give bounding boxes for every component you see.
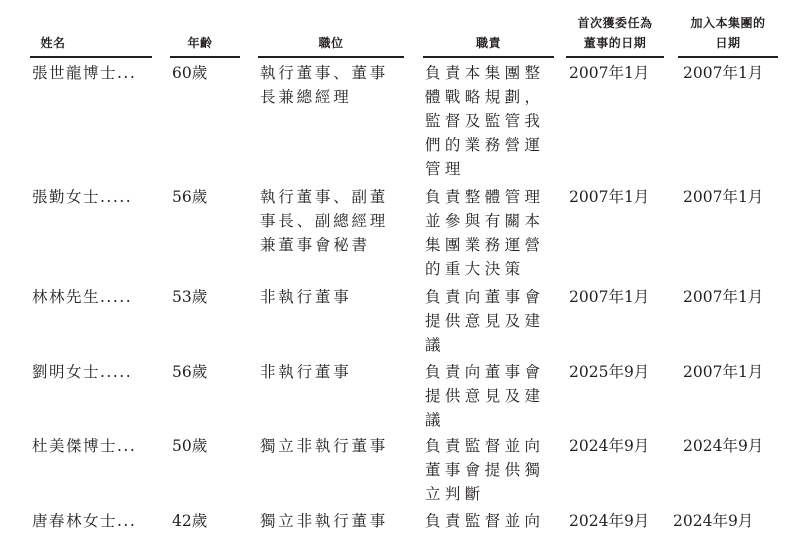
header-rule-name xyxy=(30,56,152,58)
row-1-name: 張世龍博士... xyxy=(32,64,137,82)
row-2-duty xyxy=(425,185,544,281)
row-3-duty-line-3: 議 xyxy=(425,336,445,354)
header-rule-appointed xyxy=(566,56,664,58)
row-5-age: 50歲 xyxy=(172,437,208,455)
row-5-duty-line-1: 負責監督並向 xyxy=(425,437,545,455)
row-1-duty-line-2: 體戰略規劃， xyxy=(425,88,545,106)
row-4-duty xyxy=(425,360,544,432)
row-2-duty-line-2: 並參與有關本 xyxy=(425,212,545,230)
row-4-duty-line-3: 議 xyxy=(425,411,445,429)
row-3-age: 53歲 xyxy=(172,288,208,306)
row-5-name: 杜美傑博士... xyxy=(32,437,137,455)
row-3-appointed: 2007年1月 xyxy=(569,288,650,306)
row-5-position-line-1: 獨立非執行董事 xyxy=(260,437,389,455)
row-4-joined: 2007年1月 xyxy=(683,363,764,381)
row-1-duty-line-5: 管理 xyxy=(425,160,465,178)
row-3-position-line-1: 非執行董事 xyxy=(260,288,352,306)
row-6-appointed: 2024年9月 xyxy=(569,512,650,530)
row-1-position-line-2: 長兼總經理 xyxy=(260,88,352,106)
row-5-duty-line-3: 立判斷 xyxy=(425,485,485,503)
row-4-age: 56歲 xyxy=(172,363,208,381)
header-rule-position xyxy=(258,56,404,58)
row-3-duty-line-1: 負責向董事會 xyxy=(425,288,545,306)
row-6-name: 唐春林女士... xyxy=(32,512,137,530)
row-4-appointed: 2025年9月 xyxy=(569,363,650,381)
row-1-duty-line-4: 們的業務營運 xyxy=(425,136,545,154)
row-1-appointed: 2007年1月 xyxy=(569,64,650,82)
row-5-duty-line-2: 董事會提供獨 xyxy=(425,461,545,479)
header-joined-line-1: 加入本集團的 xyxy=(690,16,766,30)
row-2-position-line-3: 兼董事會秘書 xyxy=(260,236,370,254)
row-2-name: 張勤女士..... xyxy=(32,188,133,206)
row-6-duty xyxy=(425,509,544,533)
row-1-position-line-1: 執行董事、董事 xyxy=(260,64,389,82)
header-rule-age xyxy=(170,56,240,58)
row-4-duty-line-1: 負責向董事會 xyxy=(425,363,545,381)
row-1-duty-line-1: 負責本集團整 xyxy=(425,64,545,82)
row-1-position xyxy=(260,61,388,109)
row-2-position-line-2: 事長、副總經理 xyxy=(260,212,389,230)
row-5-appointed: 2024年9月 xyxy=(569,437,650,455)
row-6-position-line-1: 獨立非執行董事 xyxy=(260,512,389,530)
header-name: 姓名 xyxy=(40,36,66,50)
row-6-duty-line-1: 負責監督並向 xyxy=(425,512,545,530)
row-5-joined: 2024年9月 xyxy=(683,437,764,455)
row-3-name: 林林先生..... xyxy=(32,288,133,306)
row-2-appointed: 2007年1月 xyxy=(569,188,650,206)
header-rule-duty xyxy=(423,56,554,58)
header-joined xyxy=(678,13,778,53)
row-1-duty xyxy=(425,61,544,181)
row-3-duty-line-2: 提供意見及建 xyxy=(425,312,545,330)
row-5-position xyxy=(260,434,388,458)
row-5-duty xyxy=(425,434,544,506)
row-2-joined: 2007年1月 xyxy=(683,188,764,206)
row-2-duty-line-1: 負責整體管理 xyxy=(425,188,545,206)
row-2-age: 56歲 xyxy=(172,188,208,206)
row-4-duty-line-2: 提供意見及建 xyxy=(425,387,545,405)
row-1-duty-line-3: 監督及監管我 xyxy=(425,112,545,130)
header-joined-line-2: 日期 xyxy=(715,36,741,50)
row-4-name: 劉明女士..... xyxy=(32,363,133,381)
row-1-joined: 2007年1月 xyxy=(683,64,764,82)
row-2-duty-line-4: 的重大決策 xyxy=(425,260,525,278)
header-position: 職位 xyxy=(318,36,344,50)
row-3-duty xyxy=(425,285,544,357)
row-6-joined: 2024年9月 xyxy=(673,512,754,530)
row-6-age: 42歲 xyxy=(172,512,208,530)
header-appointed xyxy=(566,13,664,53)
header-age: 年齡 xyxy=(187,36,213,50)
row-4-position-line-1: 非執行董事 xyxy=(260,363,352,381)
row-6-position xyxy=(260,509,388,533)
row-2-position xyxy=(260,185,388,257)
row-2-duty-line-3: 集團業務運營 xyxy=(425,236,545,254)
header-duty: 職責 xyxy=(475,36,501,50)
header-rule-joined xyxy=(678,56,778,58)
header-appointed-line-2: 董事的日期 xyxy=(583,36,647,50)
row-4-position xyxy=(260,360,352,384)
header-appointed-line-1: 首次獲委任為 xyxy=(577,16,653,30)
row-1-age: 60歲 xyxy=(172,64,208,82)
row-3-position xyxy=(260,285,352,309)
row-3-joined: 2007年1月 xyxy=(683,288,764,306)
row-2-position-line-1: 執行董事、副董 xyxy=(260,188,389,206)
